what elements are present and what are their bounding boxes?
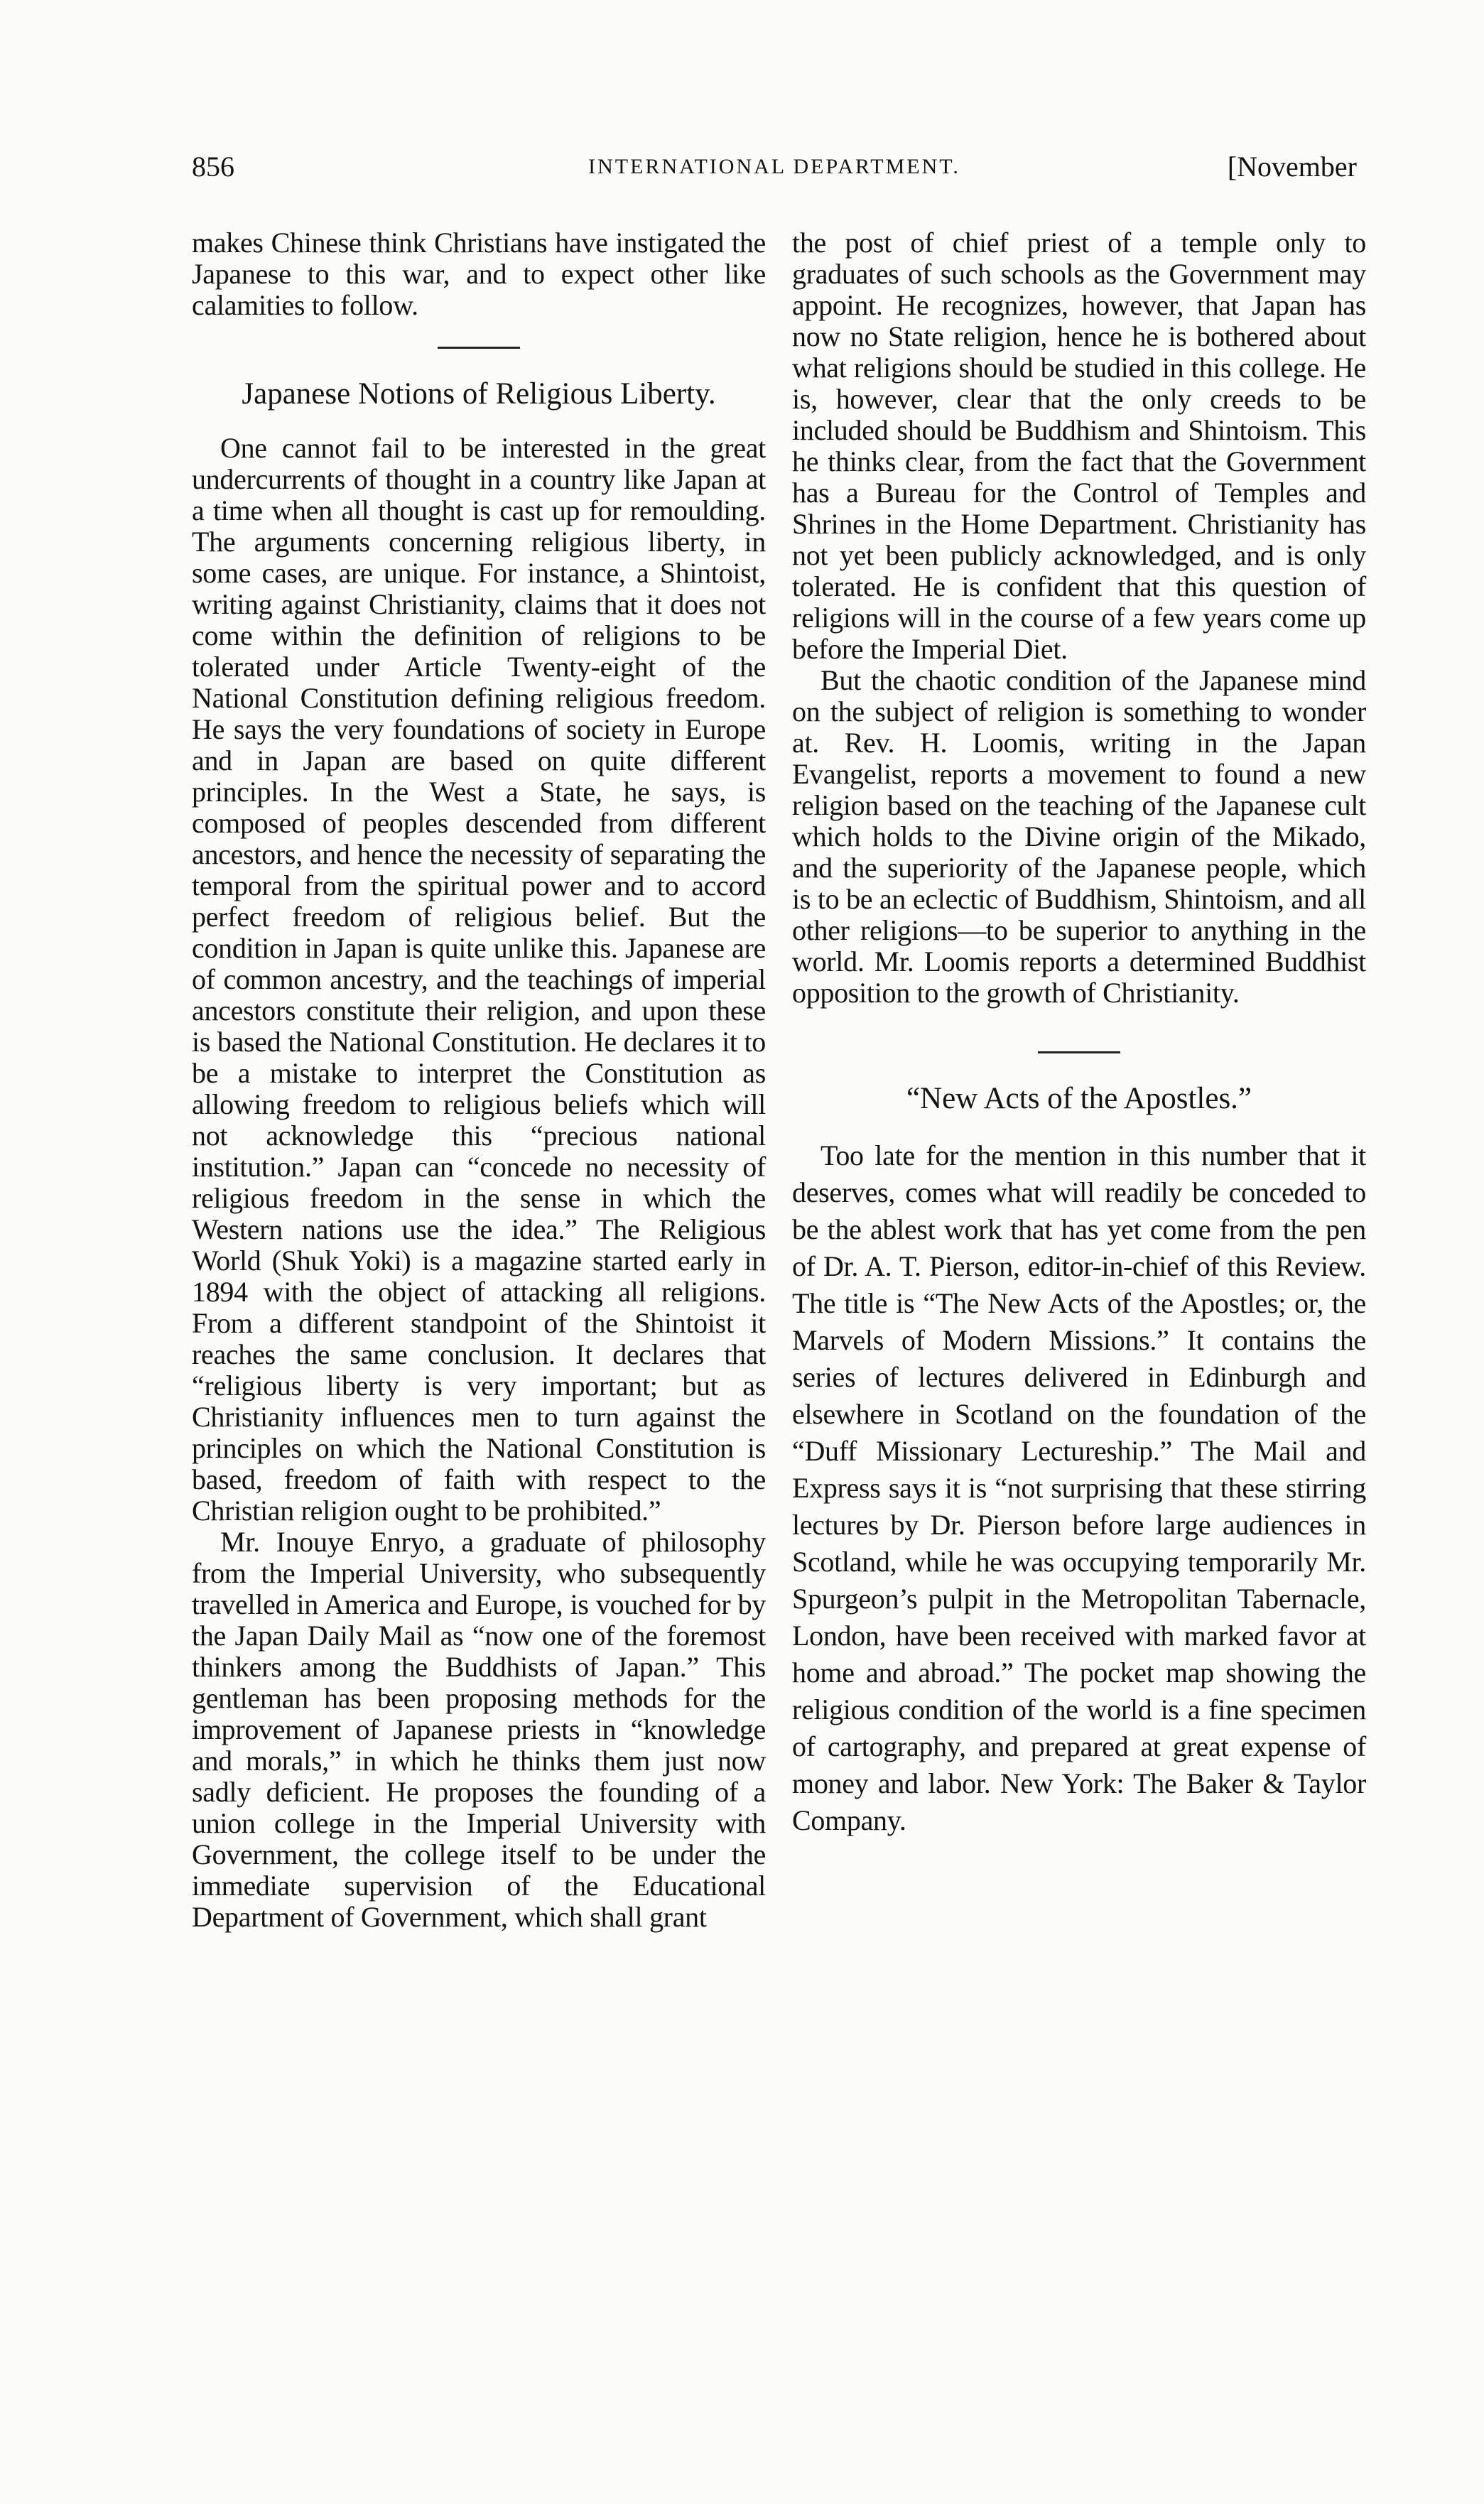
body-paragraph: But the chaotic condition of the Japanese mind on the subject of religion is something to wonder at. Rev. H. Loomis, writing in the Japan Evangelist, reports a movement to found a new religion based on the teaching of the Japanese cult which holds to the Divine origin of the Mikado, and the superiority of the Japanese people, which is to be an eclectic of Buddhism, Shintoism, and all other religions—to be superior to anything in the world. Mr. Loomis reports a determined Buddhist opposition to the growth of Christianity. — [792, 664, 1366, 1009]
body-paragraph: Mr. Inouye Enryo, a graduate of philosophy from the Imperial University, who subsequently travelled in America and Europe, is vouched for by the Japan Daily Mail as “now one of the foremost thinkers among the Buddhists of Japan.” This gentleman has been proposing methods for the improvement of Japanese priests in “knowledge and morals,” in which he thinks them just now sadly deficient. He proposes the founding of a union college in the Imperial University with Government, the college itself to be under the immediate supervision of the Educational Department of Government, which shall grant — [192, 1526, 766, 1933]
body-paragraph: Too late for the mention in this number that it deserves, comes what will readily be conceded to be the ablest work that has yet come from the pen of Dr. A. T. Pierson, editor-in-chief of this Review. The title is “The New Acts of the Apostles; or, the Marvels of Modern Missions.” It contains the series of lectures delivered in Edinburgh and elsewhere in Scotland on the foundation of the “Duff Missionary Lectureship.” The Mail and Express says it is “not surprising that these stirring lectures by Dr. Pierson before large audiences in Scotland, while he was occupying temporarily Mr. Spurgeon’s pulpit in the Metropolitan Tabernacle, London, have been received with marked favor at home and abroad.” The pocket map showing the religious condition of the world is a fine specimen of cartography, and prepared at great expense of money and labor. New York: The Baker & Taylor Company. — [792, 1139, 1366, 1836]
section-divider — [438, 347, 520, 349]
page-number: 856 — [192, 151, 234, 183]
section-heading-new-acts: “New Acts of the Apostles.” — [906, 1082, 1252, 1115]
section-divider — [1038, 1051, 1120, 1053]
running-title: INTERNATIONAL DEPARTMENT. — [588, 155, 960, 178]
right-column — [792, 227, 1366, 1839]
issue-month: [November — [1227, 151, 1357, 183]
running-header — [192, 142, 1357, 192]
intro-paragraph: makes Chinese think Christians have instigated the Japanese to this war, and to expect other like calamities to follow. — [192, 227, 766, 321]
section-heading-religious-liberty: Japanese Notions of Religious Liberty. — [242, 377, 716, 411]
body-paragraph: One cannot fail to be interested in the great undercurrents of thought in a country like Japan at a time when all thought is cast up for remoulding. The arguments concerning religious liberty, in some cases, are unique. For instance, a Shintoist, writing against Christianity, claims that it does not come within the definition of religions to be tolerated under Article Twenty-eight of the National Constitution defining religious freedom. He says the very foundations of society in Europe and in Japan are based on quite different principles. In the West a State, he says, is composed of peoples descended from different ancestors, and hence the necessity of separating the temporal from the spiritual power and to accord perfect freedom of religious belief. But the condition in Japan is quite unlike this. Japanese are of common ancestry, and the teachings of imperial ancestors constitute their religion, and upon these is based the National Constitution. He declares it to be a mistake to interpret the Constitution as allowing freedom to religious beliefs which will not acknowledge this “precious national institution.” Japan can “concede no necessity of religious freedom in the sense in which the Western nations use the idea.” The Religious World (Shuk Yoki) is a magazine started early in 1894 with the object of attacking all religions. From a different standpoint of the Shintoist it reaches the same conclusion. It declares that “religious liberty is very important; but as Christianity influences men to turn against the principles on which the National Constitution is based, freedom of faith with respect to the Christian religion ought to be prohibited.” — [192, 432, 766, 1527]
continuation-paragraph: the post of chief priest of a temple only to graduates of such schools as the Government may appoint. He recognizes, however, that Japan has now no State religion, hence he is bothered about what religions should be studied in this college. He is, however, clear that the only creeds to be included should be Buddhism and Shintoism. This he thinks clear, from the fact that the Government has a Bureau for the Control of Temples and Shrines in the Home Department. Christianity has not yet been publicly acknowledged, and is only tolerated. He is confident that this question of religions will in the course of a few years come up before the Imperial Diet. — [792, 227, 1366, 665]
left-column — [192, 227, 766, 1933]
